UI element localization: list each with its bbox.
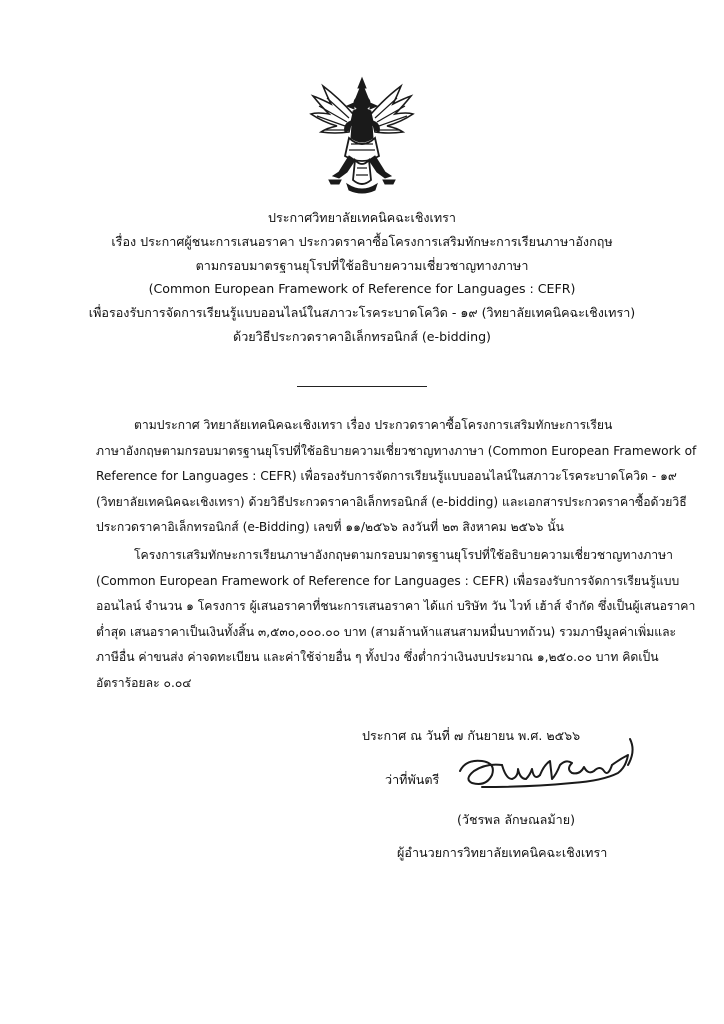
- body-line: ภาษีอื่น ค่าขนส่ง ค่าจดทะเบียน และค่าใช้จ่ายอื่น ๆ ทั้งปวง ซึ่งต่ำกว่าเงินงบประมาณ ๑,๒๕๐.๐๐ บาท คิดเป็น: [96, 650, 659, 665]
- body-line: Reference for Languages : CEFR) เพื่อรองรับการจัดการเรียนรู้แบบออนไลน์ในสภาวะโรคระบาดโควิด - ๑๙: [96, 469, 677, 484]
- header-subject-line: (Common European Framework of Reference for Languages : CEFR): [148, 281, 576, 297]
- signer-title: ผู้อำนวยการวิทยาลัยเทคนิคฉะเชิงเทรา: [397, 845, 608, 860]
- body-line: โครงการเสริมทักษะการเรียนภาษาอังกฤษตามกรอบมาตรฐานยุโรปที่ใช้อธิบายความเชี่ยวชาญทางภาษา: [134, 548, 674, 562]
- header-subject-line: เรื่อง ประกาศผู้ชนะการเสนอราคา ประกวดราคาซื้อโครงการเสริมทักษะการเรียนภาษาอังกฤษ: [111, 233, 613, 249]
- announcement-date: ประกาศ ณ วันที่ ๗ กันยายน พ.ศ. ๒๕๖๖: [362, 728, 581, 743]
- body-line: (Common European Framework of Reference for Languages : CEFR) เพื่อรองรับการจัดการเรียนรู้แบบ: [96, 573, 680, 588]
- body-line: ภาษาอังกฤษตามกรอบมาตรฐานยุโรปที่ใช้อธิบายความเชี่ยวชาญทางภาษา (Common European Framework of: [96, 443, 697, 458]
- body-line: ประกวดราคาอิเล็กทรอนิกส์ (e-Bidding) เลขที่ ๑๑/๒๕๖๖ ลงวันที่ ๒๓ สิงหาคม ๒๕๖๖ นั้น: [96, 520, 564, 535]
- header-divider: [297, 386, 427, 387]
- body-line: (วิทยาลัยเทคนิคฉะเชิงเทรา) ด้วยวิธีประกวดราคาอิเล็กทรอนิกส์ (e-bidding) และเอกสารประกวดราคาซื้อด้วยวิธี: [96, 494, 687, 509]
- header-subject-line: เพื่อรองรับการจัดการเรียนรู้แบบออนไลน์ในสภาวะโรคระบาดโควิด - ๑๙ (วิทยาลัยเทคนิคฉะเชิงเทรา): [88, 305, 636, 321]
- header-title: ประกาศวิทยาลัยเทคนิคฉะเชิงเทรา: [268, 210, 456, 225]
- header-subject-line: ตามกรอบมาตรฐานยุโรปที่ใช้อธิบายความเชี่ยวชาญทางภาษา: [195, 257, 529, 273]
- body-paragraph-1: [96, 413, 697, 541]
- body-line: ต่ำสุด เสนอราคาเป็นเงินทั้งสิ้น ๓,๕๓๐,๐๐๐.๐๐ บาท (สามล้านห้าแสนสามหมื่นบาทถ้วน) รวมภาษีมูลค่าเพิ่มและ: [96, 624, 677, 639]
- acting-rank: ว่าที่พันตรี: [385, 772, 440, 787]
- header-subject-line: ด้วยวิธีประกวดราคาอิเล็กทรอนิกส์ (e-bidding): [233, 328, 491, 344]
- body-line: อัตราร้อยละ ๐.๐๔: [96, 675, 192, 690]
- body-paragraph-2: [96, 543, 696, 697]
- handwritten-signature: [452, 735, 637, 805]
- garuda-emblem-icon: [309, 76, 415, 194]
- announcement-header: [60, 206, 664, 349]
- body-line: ตามประกาศ วิทยาลัยเทคนิคฉะเชิงเทรา เรื่อง ประกวดราคาซื้อโครงการเสริมทักษะการเรียน: [134, 418, 613, 432]
- body-line: ออนไลน์ จำนวน ๑ โครงการ ผู้เสนอราคาที่ชนะการเสนอราคา ได้แก่ บริษัท วัน ไวท์ เฮ้าส์ จำกัด ซึ่งเป็นผู้เสนอราคา: [96, 599, 696, 614]
- signer-name: (วัชรพล ลักษณลม้าย): [457, 812, 576, 827]
